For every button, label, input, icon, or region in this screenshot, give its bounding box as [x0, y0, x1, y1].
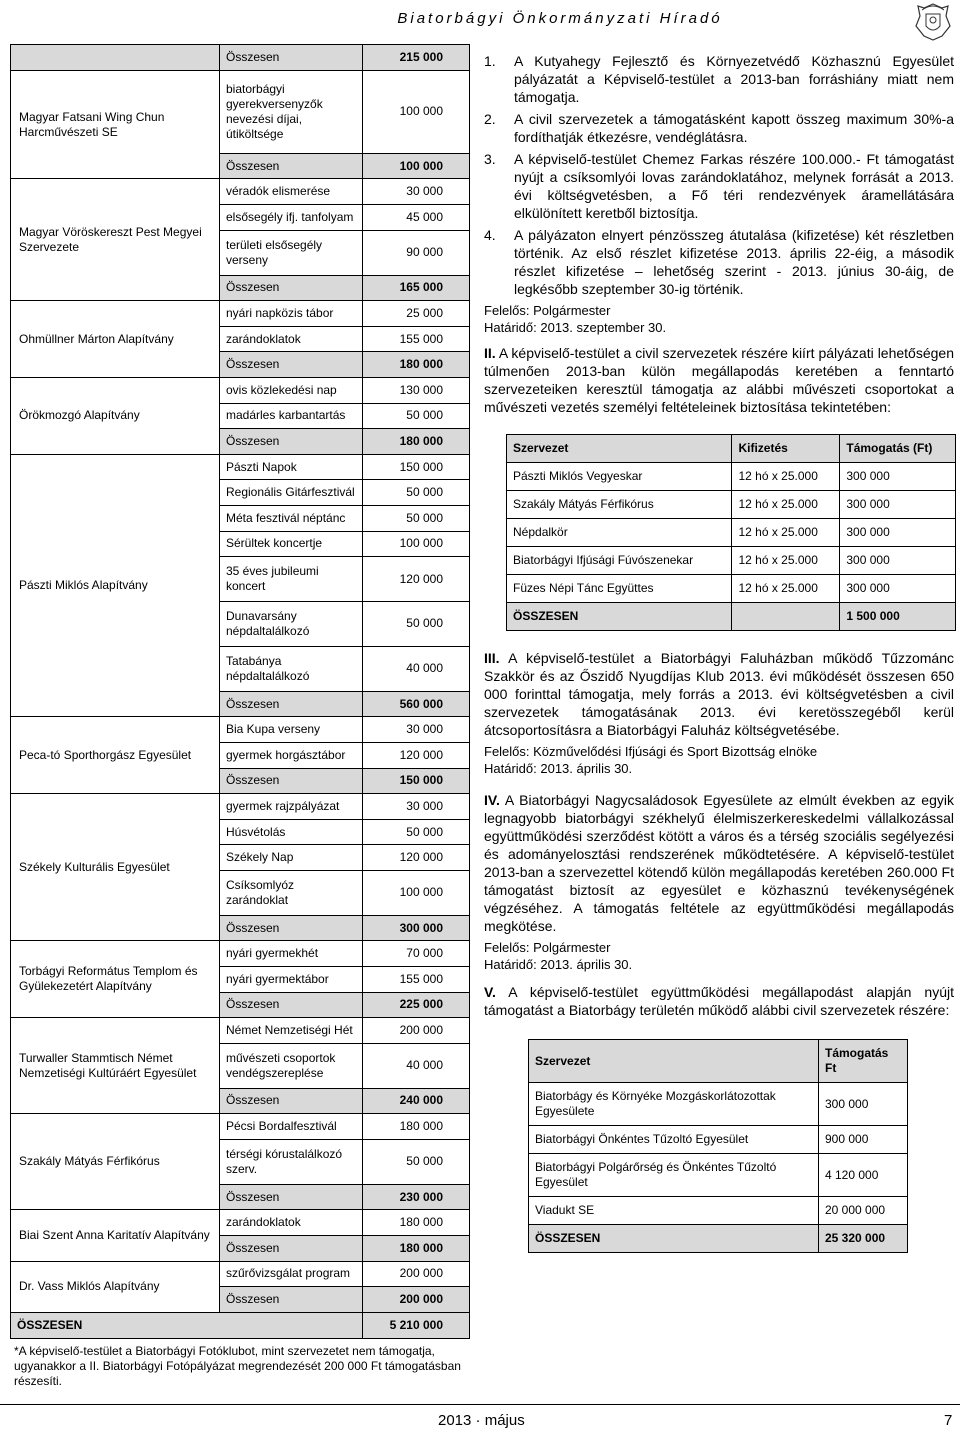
subtotal-label: Összesen: [220, 429, 363, 455]
item-row: [11, 179, 470, 205]
program-name: zarándoklatok: [220, 326, 363, 352]
program-name: 35 éves jubileumi koncert: [220, 557, 363, 602]
subtotal-label: Összesen: [220, 1235, 363, 1261]
organization-name: Ohmüllner Márton Alapítvány: [11, 301, 220, 378]
program-amount: 30 000: [363, 179, 470, 205]
program-amount: 90 000: [363, 230, 470, 275]
total-cell: 1 500 000: [840, 603, 956, 631]
program-name: Húsvétolás: [220, 819, 363, 845]
section-3: III. A képviselő-testület a Biatorbágyi Faluházban működő Tűzzománc Szakkör és az Őszidő Nyugdíjas Klub 2013. évi működését összesen 650 000 forinttal támogatja, mely forrás a 2013. évi költségvetésben a civil szervezetek támogatásának 2013. évi keretösszegéből kerül átcsoportosításra a Biatorbágyi Faluház költségvetésébe.: [484, 650, 954, 738]
table-cell: Biatorbágyi Ifjúsági Fúvószenekar: [507, 547, 732, 575]
program-amount: 130 000: [363, 377, 470, 403]
grand-total-label: ÖSSZESEN: [11, 1312, 363, 1338]
program-name: ovis közlekedési nap: [220, 377, 363, 403]
program-amount: 120 000: [363, 742, 470, 768]
resolution-point: [484, 226, 954, 298]
program-amount: 30 000: [363, 794, 470, 820]
organization-name: Torbágyi Református Templom és Gyülekezetért Alapítvány: [11, 941, 220, 1018]
table-row: [507, 547, 956, 575]
resolution-point: [484, 52, 954, 106]
organization-name: Székely Kulturális Egyesület: [11, 794, 220, 941]
point-number: 2.: [484, 111, 496, 127]
program-name: Pászti Napok: [220, 454, 363, 480]
subtotal-label: Összesen: [220, 45, 363, 71]
subtotal-amount: 240 000: [363, 1088, 470, 1114]
item-row: [11, 377, 470, 403]
program-name: elsősegély ifj. tanfolyam: [220, 205, 363, 231]
program-amount: 25 000: [363, 301, 470, 327]
program-name: Tatabánya népdaltalálkozó: [220, 646, 363, 691]
program-name: térségi kórustalálkozó szerv.: [220, 1139, 363, 1184]
section-2: II. A képviselő-testület a civil szervezetek részére kiírt pályázati lehetőségen túlmenően 2013-ban külön megállapodás keretében a fenntartó szervezeteiken keresztül támogatja az alábbi művészeti csoportokat a művészeti vezetés személyi feltételeinek biztosítása tekintetében:: [484, 345, 954, 415]
table-cell: Népdalkör: [507, 519, 732, 547]
subtotal-label: Összesen: [220, 691, 363, 717]
table-cell: 4 120 000: [818, 1154, 907, 1197]
item-row: [11, 717, 470, 743]
program-name: nyári gyermektábor: [220, 967, 363, 993]
table-cell: 300 000: [840, 463, 956, 491]
table-cell: Biatorbágyi Polgárőrség és Önkéntes Tűzoltó Egyesület: [529, 1154, 819, 1197]
organization-name: Szakály Mátyás Férfikórus: [11, 1114, 220, 1210]
resolution-text-column: [484, 52, 954, 1253]
program-amount: 100 000: [363, 870, 470, 915]
program-amount: 155 000: [363, 326, 470, 352]
grant-allocation-table: [10, 44, 470, 1339]
program-amount: 180 000: [363, 1210, 470, 1236]
program-amount: 45 000: [363, 205, 470, 231]
table-cell: 12 hó x 25.000: [732, 491, 840, 519]
responsible-1: Felelős: Polgármester Határidő: 2013. szeptember 30.: [484, 303, 667, 335]
table-cell: 12 hó x 25.000: [732, 519, 840, 547]
table-header-row: [507, 435, 956, 463]
table-cell: 300 000: [840, 519, 956, 547]
subtotal-amount: 180 000: [363, 1235, 470, 1261]
program-name: véradók elismerése: [220, 179, 363, 205]
subtotal-row: [11, 45, 470, 71]
program-amount: 180 000: [363, 1114, 470, 1140]
program-name: madárles karbantartás: [220, 403, 363, 429]
point-text: A pályázaton elnyert pénzösszeg átutalása (kifizetése) két részletben történik. Az első részlet kifizetése 2013. április 22-éig, a második részlet kifizetése – lehetőség szerint - 2013. június 30-áig, de legkésőbb szeptember 30-ig történik.: [514, 227, 954, 297]
total-cell: ÖSSZESEN: [529, 1225, 819, 1253]
program-name: Regionális Gitárfesztivál: [220, 480, 363, 506]
table-row: [529, 1126, 908, 1154]
page-number: 7: [944, 1412, 953, 1429]
footer-rule: [0, 1404, 960, 1405]
program-name: művészeti csoportok vendégszereplése: [220, 1043, 363, 1088]
table-row: [507, 575, 956, 603]
organization-name: [11, 45, 220, 71]
program-name: szűrővizsgálat program: [220, 1261, 363, 1287]
subtotal-label: Összesen: [220, 1088, 363, 1114]
column-header: Kifizetés: [732, 435, 840, 463]
program-amount: 120 000: [363, 845, 470, 871]
subtotal-amount: 230 000: [363, 1184, 470, 1210]
table-cell: Biatorbágy és Környéke Mozgáskorlátozottak Egyesülete: [529, 1083, 819, 1126]
table-row: [529, 1154, 908, 1197]
organization-name: Magyar Fatsani Wing Chun Harcművészeti SE: [11, 70, 220, 179]
item-row: [11, 1114, 470, 1140]
table-cell: 12 hó x 25.000: [732, 547, 840, 575]
program-name: területi elsősegély verseny: [220, 230, 363, 275]
subtotal-label: Összesen: [220, 275, 363, 301]
program-name: Pécsi Bordalfesztivál: [220, 1114, 363, 1140]
issue-date: 2013 · május: [438, 1412, 525, 1429]
program-name: zarándoklatok: [220, 1210, 363, 1236]
program-amount: 120 000: [363, 557, 470, 602]
organization-name: Peca-tó Sporthorgász Egyesület: [11, 717, 220, 794]
program-name: Méta fesztivál néptánc: [220, 506, 363, 532]
subtotal-amount: 560 000: [363, 691, 470, 717]
table-header-row: [529, 1040, 908, 1083]
program-name: Dunavarsány népdaltalálkozó: [220, 602, 363, 647]
item-row: [11, 70, 470, 153]
program-amount: 30 000: [363, 717, 470, 743]
table-cell: Füzes Népi Tánc Együttes: [507, 575, 732, 603]
column-header: Szervezet: [529, 1040, 819, 1083]
total-row: [529, 1225, 908, 1253]
program-name: Bia Kupa verseny: [220, 717, 363, 743]
program-amount: 50 000: [363, 819, 470, 845]
subtotal-label: Összesen: [220, 992, 363, 1018]
program-name: biatorbágyi gyerekversenyzők nevezési díjai, útiköltsége: [220, 70, 363, 153]
subtotal-label: Összesen: [220, 1184, 363, 1210]
organization-name: Dr. Vass Miklós Alapítvány: [11, 1261, 220, 1312]
program-name: nyári gyermekhét: [220, 941, 363, 967]
point-text: A képviselő-testület Chemez Farkas részére 100.000.- Ft támogatást nyújt a csíksomlyói lovas zarándoklatához, melynek forrását a 2013. évi költségvetésben, a Fő téri rendezvények áramellátására elkülönített keretből biztosítja.: [514, 151, 954, 221]
subtotal-label: Összesen: [220, 1287, 363, 1313]
point-text: A civil szervezetek a támogatásként kapott összeg maximum 30%-a fordíthatják étkezésre, vendéglátásra.: [514, 111, 954, 145]
program-name: Székely Nap: [220, 845, 363, 871]
table-cell: 300 000: [840, 547, 956, 575]
grand-total-amount: 5 210 000: [363, 1312, 470, 1338]
column-header: Szervezet: [507, 435, 732, 463]
subtotal-amount: 225 000: [363, 992, 470, 1018]
subtotal-amount: 180 000: [363, 352, 470, 378]
table-cell: Biatorbágyi Önkéntes Tűzoltó Egyesület: [529, 1126, 819, 1154]
program-amount: 50 000: [363, 602, 470, 647]
program-amount: 50 000: [363, 506, 470, 532]
civil-orgs-table: [528, 1039, 908, 1253]
table-cell: 12 hó x 25.000: [732, 463, 840, 491]
resolution-point: [484, 150, 954, 222]
organization-name: Örökmozgó Alapítvány: [11, 377, 220, 454]
organization-name: Turwaller Stammtisch Német Nemzetiségi Kultúráért Egyesület: [11, 1018, 220, 1114]
program-name: nyári napközis tábor: [220, 301, 363, 327]
table-cell: 900 000: [818, 1126, 907, 1154]
grand-total-row: [11, 1312, 470, 1338]
item-row: [11, 1018, 470, 1044]
table-row: [507, 519, 956, 547]
table-row: [507, 491, 956, 519]
point-number: 3.: [484, 151, 496, 167]
program-amount: 200 000: [363, 1261, 470, 1287]
point-number: 4.: [484, 227, 496, 243]
subtotal-amount: 300 000: [363, 915, 470, 941]
table-cell: 20 000 000: [818, 1197, 907, 1225]
total-cell: ÖSSZESEN: [507, 603, 732, 631]
program-amount: 150 000: [363, 454, 470, 480]
item-row: [11, 794, 470, 820]
item-row: [11, 301, 470, 327]
point-number: 1.: [484, 53, 496, 69]
table-cell: 12 hó x 25.000: [732, 575, 840, 603]
program-amount: 50 000: [363, 1139, 470, 1184]
program-amount: 40 000: [363, 1043, 470, 1088]
subtotal-label: Összesen: [220, 352, 363, 378]
item-row: [11, 454, 470, 480]
footnote: *A képviselő-testület a Biatorbágyi Fotóklubot, mint szervezetet nem támogatja, ugyanakkor a II. Biatorbágyi Fotópályázat megrendezését 200 000 Ft támogatásban részesíti.: [14, 1344, 461, 1388]
table-row: [529, 1083, 908, 1126]
item-row: [11, 941, 470, 967]
program-amount: 50 000: [363, 480, 470, 506]
table-cell: Pászti Miklós Vegyeskar: [507, 463, 732, 491]
subtotal-amount: 180 000: [363, 429, 470, 455]
table-cell: Szakály Mátyás Férfikórus: [507, 491, 732, 519]
table-cell: 300 000: [840, 491, 956, 519]
program-name: gyermek rajzpályázat: [220, 794, 363, 820]
subtotal-amount: 150 000: [363, 768, 470, 794]
program-name: Sérültek koncertje: [220, 531, 363, 557]
program-name: Német Nemzetiségi Hét: [220, 1018, 363, 1044]
column-header: Támogatás (Ft): [840, 435, 956, 463]
subtotal-label: Összesen: [220, 915, 363, 941]
section-5: V. A képviselő-testület együttműködési megállapodást alapján nyújt támogatást a Biatorbágy területén működő alábbi civil szervezetek részére:: [484, 984, 954, 1018]
total-cell: 25 320 000: [818, 1225, 907, 1253]
subtotal-amount: 200 000: [363, 1287, 470, 1313]
responsible-3: Felelős: Közművelődési Ifjúsági és Sport Bizottság elnöke Határidő: 2013. április 30.: [484, 744, 818, 776]
item-row: [11, 1210, 470, 1236]
section-4: IV. A Biatorbágyi Nagycsaládosok Egyesülete az elmúlt években az egyik legnagyobb biatorbágyi székhelyű élelmiszerkereskedelmi vállalkozással együttműködési szerződést kötött a város és a térség szociális segélyezési és adományelosztási rendszerének működtetésére. A képviselő-testület 2013-ban a szervezettel kötendő külön megállapodás keretében 260.000 Ft támogatást biztosít az egyesület e közhasznú tevékenységének végzéséhez. A támogatás feltétele az együttműködési megállapodás megkötése.: [484, 792, 954, 934]
subtotal-amount: 100 000: [363, 153, 470, 179]
item-row: [11, 1261, 470, 1287]
program-amount: 70 000: [363, 941, 470, 967]
subtotal-label: Összesen: [220, 153, 363, 179]
coat-of-arms-icon: [912, 2, 954, 42]
point-text: A Kutyahegy Fejlesztő és Környezetvédő Közhasznú Egyesület pályázatát a Képviselő-testület a 2013-ban forráshiány miatt nem támogatja.: [514, 53, 954, 105]
newspaper-header: Biatorbágyi Önkormányzati Híradó: [397, 10, 723, 27]
responsible-4: Felelős: Polgármester Határidő: 2013. április 30.: [484, 940, 633, 972]
total-row: [507, 603, 956, 631]
total-cell: [732, 603, 840, 631]
table-cell: Viadukt SE: [529, 1197, 819, 1225]
program-name: Csíksomlyóz zarándoklat: [220, 870, 363, 915]
subtotal-label: Összesen: [220, 768, 363, 794]
table-row: [507, 463, 956, 491]
organization-name: Biai Szent Anna Karitatív Alapítvány: [11, 1210, 220, 1261]
table-row: [529, 1197, 908, 1225]
program-amount: 155 000: [363, 967, 470, 993]
program-name: gyermek horgásztábor: [220, 742, 363, 768]
column-header: Támogatás Ft: [818, 1040, 907, 1083]
organization-name: Magyar Vöröskereszt Pest Megyei Szervezete: [11, 179, 220, 301]
art-groups-table: [506, 434, 956, 631]
subtotal-amount: 215 000: [363, 45, 470, 71]
program-amount: 50 000: [363, 403, 470, 429]
subtotal-amount: 165 000: [363, 275, 470, 301]
program-amount: 40 000: [363, 646, 470, 691]
program-amount: 100 000: [363, 531, 470, 557]
resolution-point: [484, 110, 954, 146]
program-amount: 200 000: [363, 1018, 470, 1044]
table-cell: 300 000: [818, 1083, 907, 1126]
program-amount: 100 000: [363, 70, 470, 153]
organization-name: Pászti Miklós Alapítvány: [11, 454, 220, 717]
table-cell: 300 000: [840, 575, 956, 603]
